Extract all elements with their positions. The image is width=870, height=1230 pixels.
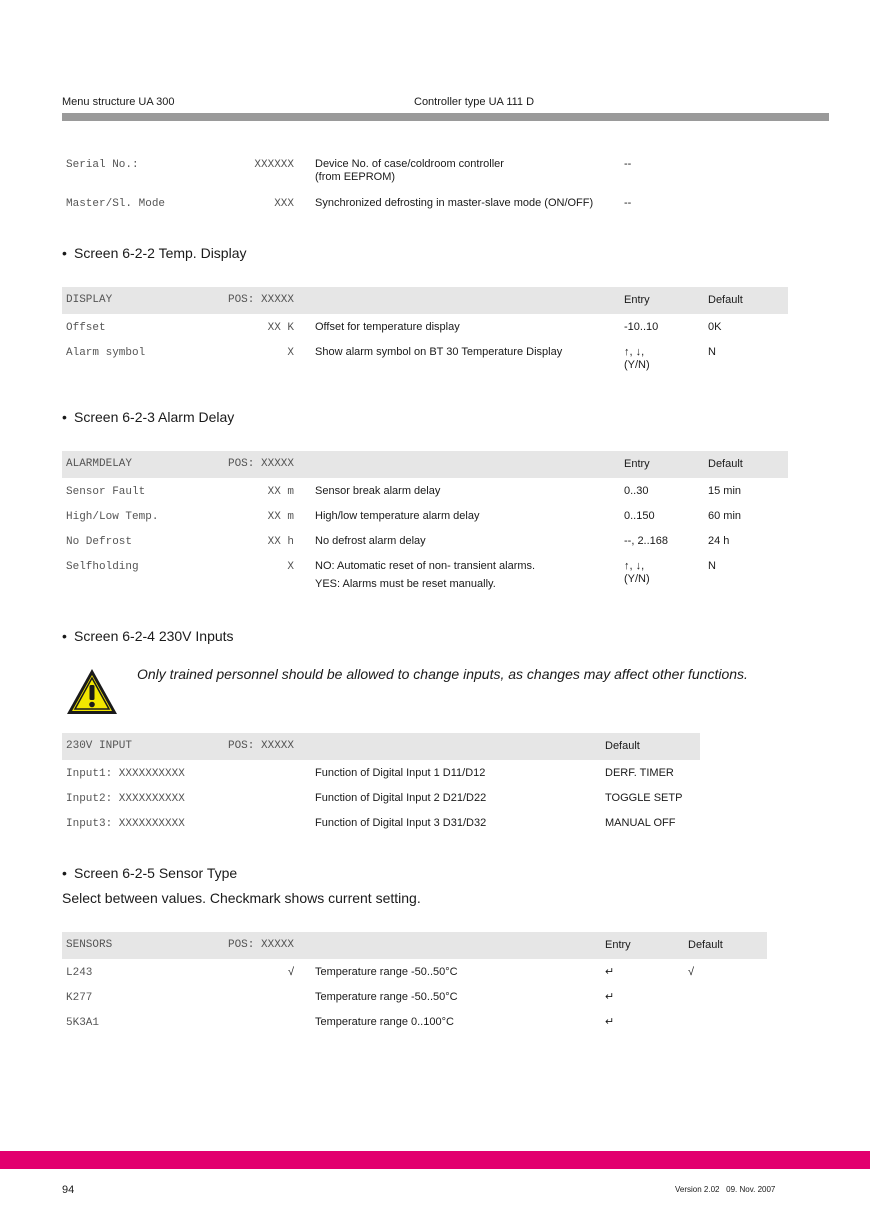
header-name: SENSORS [66, 939, 113, 951]
table-row [62, 534, 788, 550]
param-name: Input1: XXXXXXXXXX [66, 768, 185, 780]
param-value: XX m [267, 486, 294, 498]
section-title-230v-inputs: • Screen 6-2-4 230V Inputs [62, 628, 234, 644]
param-entry-2: (Y/N) [624, 359, 650, 371]
param-entry: ↑, ↓, [624, 560, 645, 572]
param-default: 60 min [708, 510, 742, 522]
param-default: DERF. TIMER [605, 767, 674, 779]
header-default: Default [605, 740, 640, 752]
header-default: Default [708, 294, 743, 306]
section-title-temp-display: • Screen 6-2-2 Temp. Display [62, 245, 247, 261]
checkmark-icon: √ [287, 966, 294, 978]
param-default: 24 h [708, 535, 730, 547]
enter-icon: ↵ [605, 991, 615, 1003]
param-value: XX h [267, 536, 294, 548]
param-desc: Function of Digital Input 2 D21/D22 [315, 792, 487, 804]
param-desc: Device No. of case/coldroom controller [315, 158, 504, 170]
header-name: ALARMDELAY [66, 458, 133, 470]
param-default: N [708, 560, 716, 572]
header-pos: POS: XXXXX [227, 458, 294, 470]
table-row [62, 484, 788, 500]
header-entry: Entry [624, 294, 650, 306]
header-default: Default [708, 458, 743, 470]
enter-icon: ↵ [605, 966, 615, 978]
table-row [62, 816, 788, 832]
param-entry: 0..150 [624, 510, 655, 522]
param-entry: 0..30 [624, 485, 649, 497]
header-left: Menu structure UA 300 [62, 96, 175, 108]
section-title-sensor-type: • Screen 6-2-5 Sensor Type [62, 865, 238, 881]
warning-text: Only trained personnel should be allowed to change inputs, as changes may affect other functions. [137, 666, 748, 682]
param-name: Input2: XXXXXXXXXX [66, 793, 185, 805]
param-desc: Synchronized defrosting in master-slave mode (ON/OFF) [315, 197, 594, 209]
table-row [62, 990, 788, 1006]
param-name: L243 [66, 967, 93, 979]
param-name: 5K3A1 [66, 1017, 100, 1029]
header-entry: Entry [624, 458, 650, 470]
param-desc: No defrost alarm delay [315, 535, 426, 547]
param-value: X [287, 347, 294, 359]
param-desc: Temperature range 0..100°C [315, 1016, 454, 1028]
param-entry: -- [624, 197, 632, 209]
table-header [62, 932, 767, 959]
enter-icon: ↵ [605, 1016, 615, 1028]
param-default: TOGGLE SETP [605, 792, 683, 804]
table-row [62, 965, 788, 981]
table-row [62, 345, 788, 375]
warning-triangle-icon [65, 667, 119, 717]
table-row [62, 320, 788, 336]
param-desc-2: YES: Alarms must be reset manually. [315, 578, 496, 590]
version-info: Version 2.02 09. Nov. 2007 [675, 1185, 776, 1194]
param-default: 15 min [708, 485, 742, 497]
param-default: N [708, 346, 716, 358]
param-default: 0K [708, 321, 722, 333]
table-row [62, 157, 762, 187]
param-desc-2: (from EEPROM) [315, 171, 396, 183]
param-name: Offset [66, 322, 106, 334]
table-header [62, 287, 788, 314]
table-row [62, 196, 762, 212]
param-desc: High/low temperature alarm delay [315, 510, 480, 522]
param-name: Master/Sl. Mode [66, 198, 166, 210]
param-desc: Temperature range -50..50°C [315, 991, 458, 1003]
param-value: X [287, 561, 294, 573]
param-desc: Sensor break alarm delay [315, 485, 441, 497]
param-desc: Offset for temperature display [315, 321, 460, 333]
section-title-alarm-delay: • Screen 6-2-3 Alarm Delay [62, 409, 235, 425]
header-pos: POS: XXXXX [227, 294, 294, 306]
table-row [62, 766, 788, 782]
checkmark-icon: √ [688, 966, 695, 978]
table-header [62, 733, 700, 760]
table-header [62, 451, 788, 478]
table-row [62, 1015, 788, 1031]
param-desc: Show alarm symbol on BT 30 Temperature Display [315, 346, 563, 358]
param-name: Sensor Fault [66, 486, 146, 498]
header-default: Default [688, 939, 723, 951]
param-name: Selfholding [66, 561, 139, 573]
param-entry: -10..10 [624, 321, 659, 333]
param-default: MANUAL OFF [605, 817, 676, 829]
table-row [62, 509, 788, 525]
param-desc: Function of Digital Input 1 D11/D12 [315, 767, 486, 779]
param-name: High/Low Temp. [66, 511, 159, 523]
param-value: XX K [267, 322, 294, 334]
header-pos: POS: XXXXX [227, 740, 294, 752]
header-pos: POS: XXXXX [227, 939, 294, 951]
param-desc: Function of Digital Input 3 D31/D32 [315, 817, 487, 829]
param-entry: ↑, ↓, [624, 346, 645, 358]
table-row [62, 791, 788, 807]
header-name: 230V INPUT [66, 740, 133, 752]
param-value: XXXXXX [254, 159, 294, 171]
param-desc: NO: Automatic reset of non- transient alarms. [315, 560, 536, 572]
param-name: Alarm symbol [66, 347, 146, 359]
header-entry: Entry [605, 939, 631, 951]
param-value: XXX [274, 198, 294, 210]
table-row [62, 559, 788, 591]
param-name: Serial No.: [66, 159, 139, 171]
param-value: XX m [267, 511, 294, 523]
section-note: Select between values. Checkmark shows current setting. [62, 890, 421, 906]
param-desc: Temperature range -50..50°C [315, 966, 458, 978]
header-name: DISPLAY [66, 294, 113, 306]
param-entry: --, 2..168 [624, 535, 669, 547]
page-number: 94 [62, 1184, 75, 1196]
param-name: Input3: XXXXXXXXXX [66, 818, 185, 830]
footer-bar [0, 1151, 870, 1169]
param-entry: -- [624, 158, 632, 170]
param-entry-2: (Y/N) [624, 573, 650, 585]
param-name: No Defrost [66, 536, 133, 548]
param-name: K277 [66, 992, 93, 1004]
header-bar [62, 113, 829, 121]
header-center: Controller type UA 111 D [414, 96, 535, 108]
